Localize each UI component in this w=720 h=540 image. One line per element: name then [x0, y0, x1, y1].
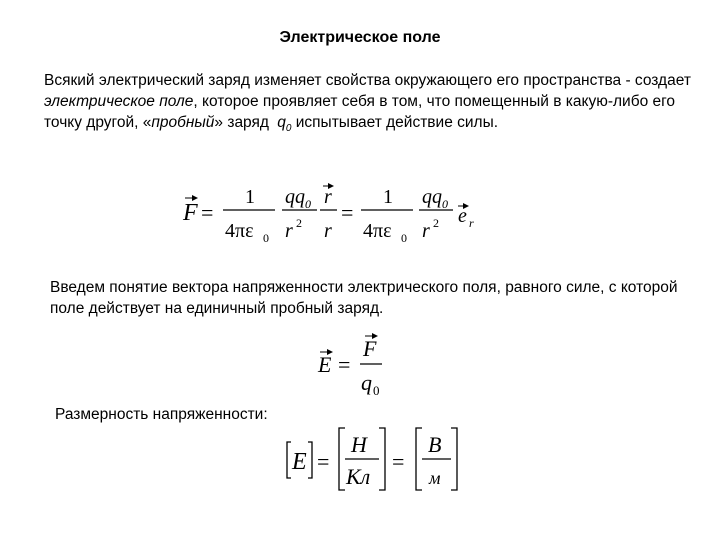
distance-symbol: r [285, 220, 293, 242]
svg-text:4πε: 4πε [363, 220, 392, 242]
svg-text:r: r [324, 220, 332, 242]
svg-text:=: = [392, 449, 405, 474]
force-symbol: F [183, 200, 198, 226]
svg-text:1: 1 [383, 186, 393, 208]
svg-text:0: 0 [263, 231, 269, 245]
svg-text:=: = [338, 352, 351, 377]
svg-text:0: 0 [401, 231, 407, 245]
unit-newton: Н [351, 432, 367, 457]
svg-text:=: = [341, 200, 354, 225]
field-definition-paragraph: Введем понятие вектора напряженности электрического поля, равного силе, с которой поле действует на единичный пробный заряд. [50, 279, 678, 317]
unit-meter: м [429, 468, 441, 488]
intro-paragraph: Всякий электрический заряд изменяет свойства окружающего его пространства - создает электрическое поле, которое проявляет себя в том, что помещенный в какую-либо его точку другой, «пробный» заряд $q_0$ испытывает действие силы. [44, 72, 691, 135]
field-symbol: E [292, 449, 307, 475]
dimension-paragraph: Размерность напряженности: [55, 406, 268, 423]
svg-text:0: 0 [373, 383, 380, 398]
charge-symbol: $q_0$ [277, 114, 292, 135]
svg-text:r: r [324, 186, 332, 208]
charges-product: qq [285, 186, 305, 208]
force-symbol: F [363, 336, 377, 361]
unit-volt: В [428, 432, 442, 457]
svg-text:2: 2 [433, 216, 439, 230]
field-strength-formula [316, 330, 396, 400]
units-formula [285, 426, 465, 496]
svg-text:0: 0 [442, 197, 448, 211]
coulomb-formula [175, 178, 485, 246]
field-symbol: E [318, 352, 332, 377]
svg-text:r: r [422, 220, 430, 242]
svg-text:qq: qq [422, 186, 442, 208]
fraction-numerator: 1 [245, 186, 255, 208]
term-test: пробный [151, 114, 215, 131]
fraction-denominator: 4πε [225, 220, 254, 242]
svg-text:0: 0 [305, 197, 311, 211]
svg-text:r: r [469, 216, 474, 230]
term-electric-field: электрическое поле [44, 93, 194, 110]
charge-symbol: q [361, 370, 372, 395]
svg-text:=: = [317, 449, 330, 474]
unit-coulomb: Кл [346, 464, 371, 489]
equals-sign: = [201, 200, 214, 225]
unit-vector-symbol: e [458, 205, 467, 227]
page-title: Электрическое поле [279, 29, 441, 46]
svg-text:2: 2 [296, 216, 302, 230]
